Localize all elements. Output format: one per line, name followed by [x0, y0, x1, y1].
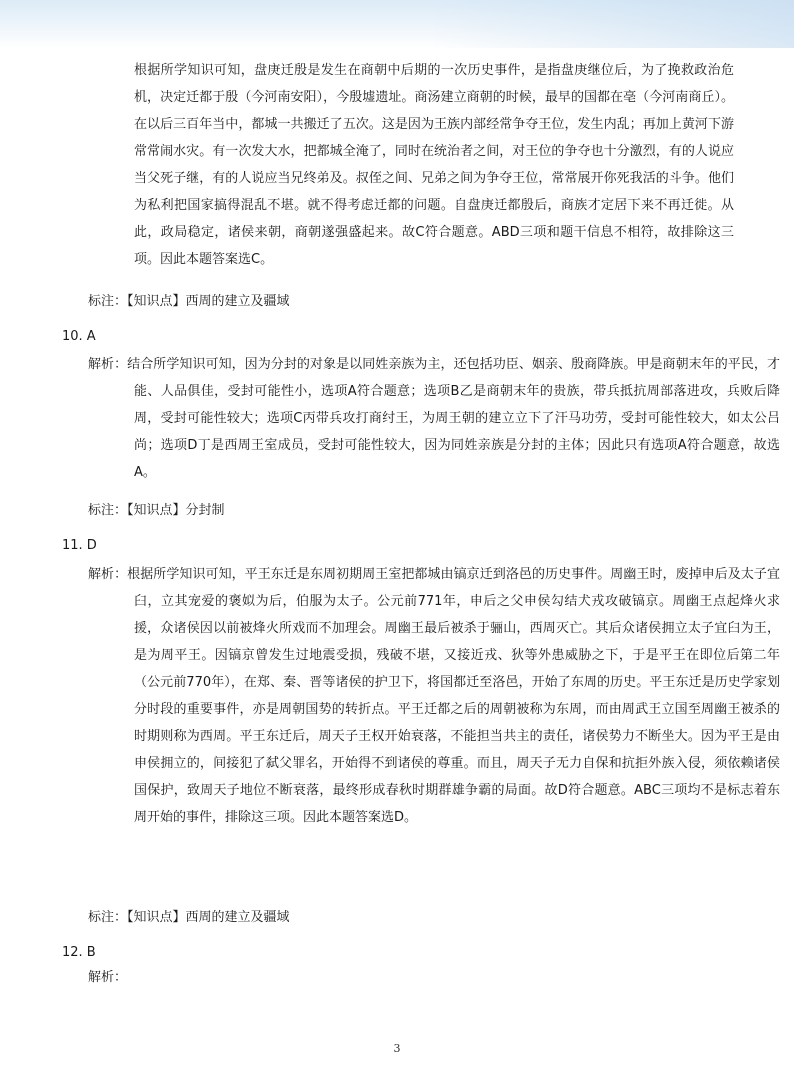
explain-label: 解析：	[88, 357, 128, 372]
page-number: 3	[393, 1042, 401, 1055]
explain-label: 解析：	[88, 567, 128, 582]
header-decoration	[0, 0, 794, 48]
q10-explanation	[88, 351, 780, 486]
explain-text: 根据所学知识可知，平王东迁是东周初期周王室把都城由镐京迁到洛邑的历史事件。周幽王时，废掉申后及太子宜臼，立其宠爱的褒姒为后，伯服为太子。公元前771年，申后之父申侯勾结犬戎攻破镐京。周幽王点起烽火求援，众诸侯因以前被烽火所戏而不加理会。周幽王最后被杀于骊山，西周灭亡。其后众诸侯拥立太子宜臼为王，是为周平王。因镐京曾发生过地震受损，残破不堪，又接近戎、狄等外患威胁之下，于是平王在即位后第二年（公元前770年），在郑、秦、晋等诸侯的护卫下，将国都迁至洛邑，开始了东周的历史。平王东迁是历史学家划分时段的重要事件，亦是周朝国势的转折点。平王迁都之后的周朝被称为东周，而由周武王立国至周幽王被杀的时期则称为西周。平王东迁后，周天子王权开始衰落，不能担当共主的责任，诸侯势力不断坐大。因为平王是由申侯拥立的，间接犯了弑父罪名，开始得不到诸侯的尊重。而且，周天子无力自保和抗拒外族入侵，须依赖诸侯国保护，致周天子地位不断衰落，最终形成春秋时期群雄争霸的局面。故D符合题意。ABC三项均不是标志着东周开始的事件，排除这三项。因此本题答案选D。	[127, 567, 780, 825]
tag-value: 【知识点】分封制	[127, 503, 225, 518]
q9-explanation-continuation: 根据所学知识可知，盘庚迁殷是发生在商朝中后期的一次历史事件，是指盘庚继位后，为了挽救政治危机，决定迁都于殷（今河南安阳），今殷墟遗址。商汤建立商朝的时候，最早的国都在亳（今河南商丘）。在以后三百年当中，都城一共搬迁了五次。这是因为王族内部经常争夺王位，发生内乱；再加上黄河下游常常闹水灾。有一次发大水，把都城全淹了，同时在统治者之间，对王位的争夺也十分激烈，有的人说应当父死子继，有的人说应当兄终弟及。叔侄之间、兄弟之间为争夺王位，常常展开你死我活的斗争。他们为私利把国家搞得混乱不堪。就不得考虑迁都的问题。自盘庚迁都殷后，商族才定居下来不再迁徙。从此，政局稳定，诸侯来朝，商朝遂强盛起来。故C符合题意。ABD三项和题干信息不相符，故排除这三项。因此本题答案选C。	[134, 63, 734, 267]
tag-value: 【知识点】西周的建立及疆域	[127, 910, 290, 925]
tag-label: 标注：	[88, 503, 128, 518]
explain-text: 结合所学知识可知，因为分封的对象是以同姓亲族为主，还包括功臣、姻亲、殷商降族。甲是商朝末年的平民，才能、人品俱佳，受封可能性小，选项A符合题意；选项B乙是商朝末年的贵族，带兵抵抗周部落进攻，兵败后降周，受封可能性较大；选项C丙带兵攻打商纣王，为周王朝的建立立下了汗马功劳，受封可能性较大，如太公吕尚；选项D丁是西周王室成员，受封可能性较大，因为同姓亲族是分封的主体；因此只有选项A符合题意，故选A。	[127, 357, 780, 480]
q10-answer: 10. A	[62, 329, 96, 344]
q11-answer: 11. D	[62, 538, 97, 553]
explain-label: 解析：	[88, 970, 128, 985]
q9-tag	[88, 292, 290, 312]
q10-tag	[88, 501, 225, 521]
tag-value: 【知识点】西周的建立及疆域	[127, 294, 290, 309]
tag-label: 标注：	[88, 910, 128, 925]
q11-explanation	[88, 561, 780, 831]
tag-label: 标注：	[88, 294, 128, 309]
q12-explanation	[88, 968, 127, 988]
q12-answer: 12. B	[62, 945, 96, 960]
q11-tag	[88, 908, 290, 928]
